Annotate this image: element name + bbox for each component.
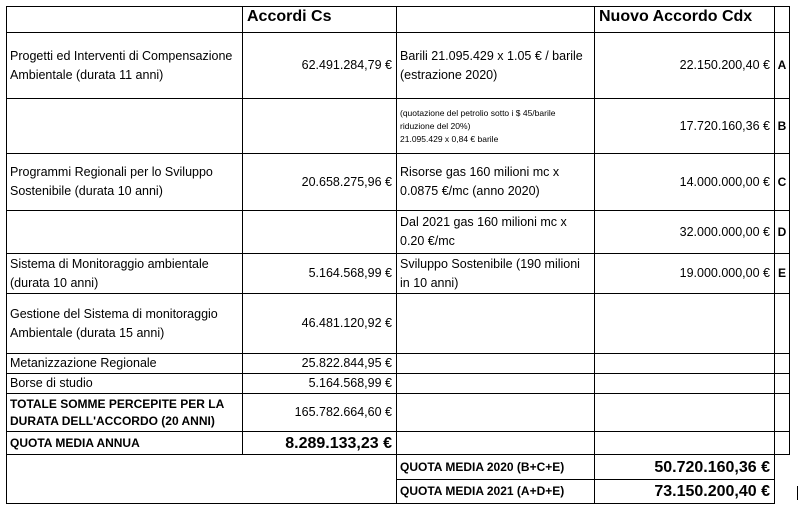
quota-2020-row: [7, 455, 790, 480]
quota-annua-row: [7, 432, 790, 455]
left-label-cell[interactable]: Programmi Regionali per lo Sviluppo Sostenibile (durata 10 anni): [7, 154, 243, 211]
total-label-cell[interactable]: TOTALE SOMME PERCEPITE PER LA DURATA DELL'ACCORDO (20 ANNI): [7, 394, 243, 432]
quota-media-annua-value[interactable]: 8.289.133,23 €: [243, 432, 397, 455]
left-value-cell[interactable]: 5.164.568,99 €: [243, 374, 397, 394]
quota-2020-label[interactable]: QUOTA MEDIA 2020 (B+C+E): [397, 455, 595, 480]
empty-cell[interactable]: [775, 374, 790, 394]
right-label-formula: 21.095.429 x 0,84 € barile: [400, 133, 499, 144]
empty-cell[interactable]: [595, 432, 775, 455]
empty-cell[interactable]: [397, 294, 595, 354]
right-label-cell[interactable]: Sviluppo Sostenibile (190 milioni in 10 anni): [397, 254, 595, 294]
letter-cell[interactable]: E: [775, 254, 790, 294]
right-value-cell[interactable]: 32.000.000,00 €: [595, 211, 775, 254]
table-row: [7, 294, 790, 354]
table-row: [7, 394, 790, 432]
left-label-cell[interactable]: Progetti ed Interventi di Compensazione Ambientale (durata 11 anni): [7, 33, 243, 99]
quota-2021-value[interactable]: 73.150.200,40 €: [595, 480, 775, 504]
comparison-table: [6, 6, 790, 504]
left-value-cell[interactable]: 46.481.120,92 €: [243, 294, 397, 354]
quota-2020-value[interactable]: 50.720.160,36 €: [595, 455, 775, 480]
header-nuovo-accordo[interactable]: Nuovo Accordo Cdx: [595, 7, 775, 33]
empty-cell[interactable]: [775, 294, 790, 354]
right-value-cell[interactable]: 17.720.160,36 €: [595, 99, 775, 154]
left-label-cell[interactable]: Sistema di Monitoraggio ambientale (durata 10 anni): [7, 254, 243, 294]
right-label-note: (quotazione del petrolio sotto i $ 45/barile riduzione del 20%): [400, 107, 556, 131]
quota-media-annua-label[interactable]: QUOTA MEDIA ANNUA: [7, 432, 243, 455]
table-row: [7, 254, 790, 294]
header-row: [7, 7, 790, 33]
header-blank-2[interactable]: [397, 7, 595, 33]
empty-cell: [775, 480, 790, 504]
left-label-cell[interactable]: Metanizzazione Regionale: [7, 354, 243, 374]
right-label-cell[interactable]: Dal 2021 gas 160 milioni mc x 0.20 €/mc: [397, 211, 595, 254]
left-value-cell[interactable]: 62.491.284,79 €: [243, 33, 397, 99]
letter-cell[interactable]: A: [775, 33, 790, 99]
empty-merged-cell-2[interactable]: [7, 480, 397, 504]
left-value-cell[interactable]: 25.822.844,95 €: [243, 354, 397, 374]
empty-merged-cell[interactable]: [7, 455, 397, 480]
table-row: [7, 374, 790, 394]
empty-cell[interactable]: [595, 354, 775, 374]
left-label-cell[interactable]: Borse di studio: [7, 374, 243, 394]
left-label-cell[interactable]: [7, 211, 243, 254]
empty-cell[interactable]: [595, 294, 775, 354]
letter-cell[interactable]: D: [775, 211, 790, 254]
left-value-cell[interactable]: [243, 99, 397, 154]
right-label-cell[interactable]: [397, 99, 595, 154]
empty-cell[interactable]: [775, 432, 790, 455]
empty-cell[interactable]: [595, 374, 775, 394]
empty-cell[interactable]: [397, 432, 595, 455]
left-label-cell[interactable]: Gestione del Sistema di monitoraggio Ambientale (durata 15 anni): [7, 294, 243, 354]
table-row: [7, 154, 790, 211]
header-letter-blank[interactable]: [775, 7, 790, 33]
text-cursor: [797, 486, 798, 500]
header-blank[interactable]: [7, 7, 243, 33]
left-value-cell[interactable]: 5.164.568,99 €: [243, 254, 397, 294]
right-value-cell[interactable]: 22.150.200,40 €: [595, 33, 775, 99]
left-value-cell[interactable]: 20.658.275,96 €: [243, 154, 397, 211]
empty-cell[interactable]: [397, 394, 595, 432]
table-row: [7, 354, 790, 374]
table-row: [7, 211, 790, 254]
right-label-cell[interactable]: Risorse gas 160 milioni mc x 0.0875 €/mc (anno 2020): [397, 154, 595, 211]
left-label-cell[interactable]: [7, 99, 243, 154]
empty-cell: [775, 455, 790, 480]
empty-cell[interactable]: [775, 354, 790, 374]
quota-2021-row: [7, 480, 790, 504]
right-value-cell[interactable]: 19.000.000,00 €: [595, 254, 775, 294]
letter-cell[interactable]: C: [775, 154, 790, 211]
table-row: [7, 33, 790, 99]
quota-2021-label[interactable]: QUOTA MEDIA 2021 (A+D+E): [397, 480, 595, 504]
right-label-cell[interactable]: Barili 21.095.429 x 1.05 € / barile (estrazione 2020): [397, 33, 595, 99]
letter-cell[interactable]: B: [775, 99, 790, 154]
empty-cell[interactable]: [397, 374, 595, 394]
header-accordi-cs[interactable]: Accordi Cs: [243, 7, 397, 33]
empty-cell[interactable]: [595, 394, 775, 432]
left-value-cell[interactable]: [243, 211, 397, 254]
total-value-cell[interactable]: 165.782.664,60 €: [243, 394, 397, 432]
table-row: [7, 99, 790, 154]
empty-cell[interactable]: [775, 394, 790, 432]
empty-cell[interactable]: [397, 354, 595, 374]
right-value-cell[interactable]: 14.000.000,00 €: [595, 154, 775, 211]
spreadsheet: [6, 6, 790, 504]
